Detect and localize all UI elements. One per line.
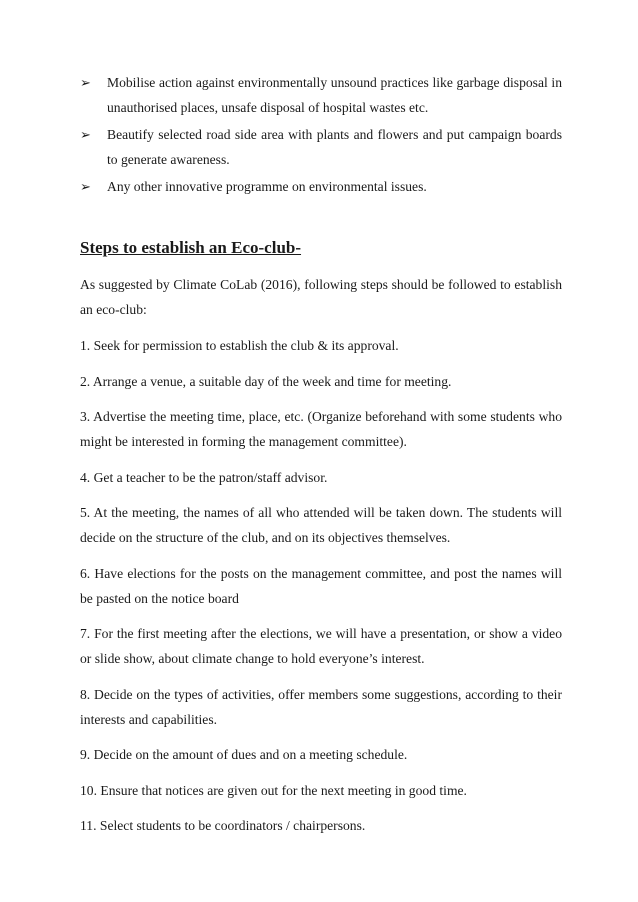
step-item: 10. Ensure that notices are given out for the next meeting in good time. [80,782,467,798]
step-item: 2. Arrange a venue, a suitable day of the week and time for meeting. [80,373,452,389]
step-item: 11. Select students to be coordinators / chairpersons. [80,818,366,833]
step-item: 6. Have elections for the posts on the management committee, and post the names will be pasted on the notice board [80,565,562,606]
bullet-item [80,122,562,172]
bullet-item [80,70,562,120]
step-item: 5. At the meeting, the names of all who attended will be taken down. The students will decide on the structure of the club, and on its objectives themselves. [80,505,562,545]
step-item: 3. Advertise the meeting time, place, etc. (Organize beforehand with some students who might be interested in forming the management committee). [80,409,562,449]
bullet-item [80,174,562,199]
step-item: 7. For the first meeting after the elections, we will have a presentation, or show a video or slide show, about climate change to hold everyone’s interest. [80,626,562,666]
bullet-text: Any other innovative programme on environmental issues. [107,179,427,194]
step-item: 4. Get a teacher to be the patron/staff advisor. [80,469,328,485]
steps-list [80,333,562,849]
step-item: 1. Seek for permission to establish the club & its approval. [80,338,399,353]
arrowhead-bullet-icon: ➢ [80,179,91,194]
bullet-list [80,70,562,201]
bullet-text: Beautify selected road side area with plants and flowers and put campaign boards to generate awareness. [107,127,562,167]
step-item: 9. Decide on the amount of dues and on a meeting schedule. [80,747,408,762]
section-heading: Steps to establish an Eco-club- [80,238,302,257]
step-item: 8. Decide on the types of activities, offer members some suggestions, according to their interests and capabilities. [80,686,562,727]
bullet-text: Mobilise action against environmentally unsound practices like garbage disposal in unauthorised places, unsafe disposal of hospital wastes etc. [107,75,562,115]
arrowhead-bullet-icon: ➢ [80,127,91,142]
intro-paragraph: As suggested by Climate CoLab (2016), following steps should be followed to establish an eco-club: [80,277,562,317]
arrowhead-bullet-icon: ➢ [80,75,91,90]
